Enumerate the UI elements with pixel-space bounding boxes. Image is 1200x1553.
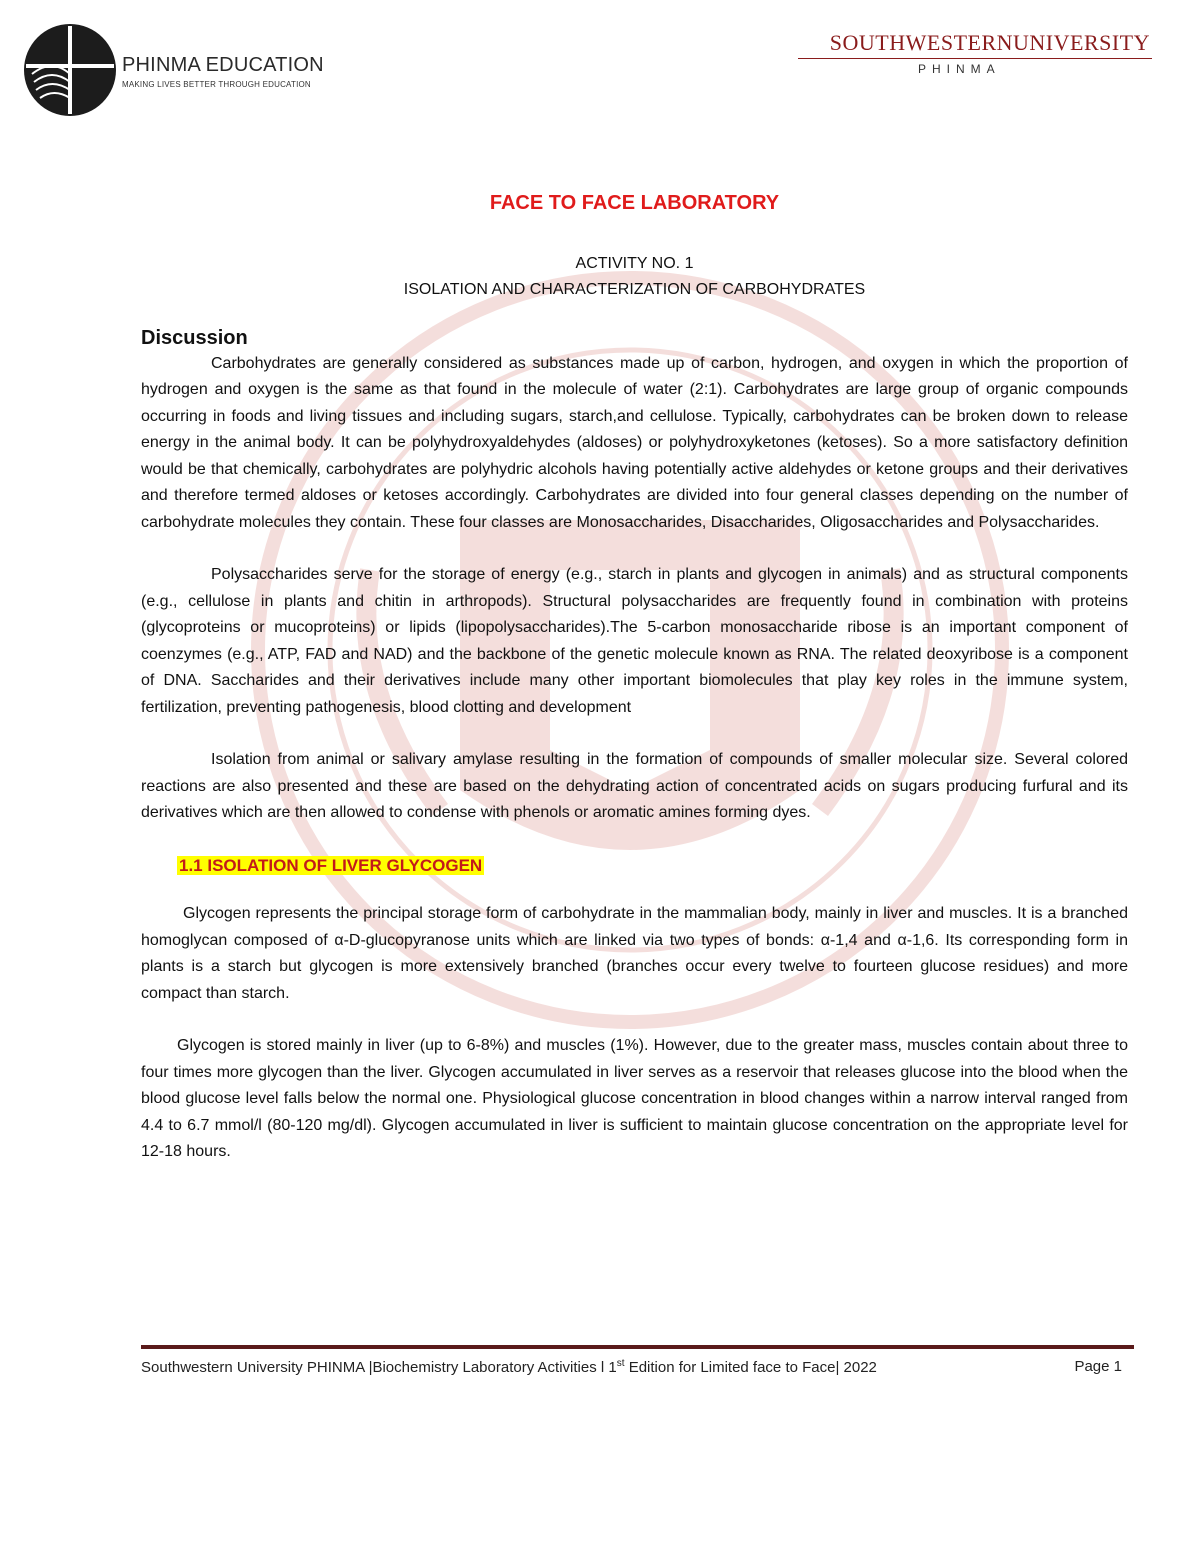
discussion-paragraph-3: Isolation from animal or salivary amylase resulting in the formation of compounds of smaller molecular size. Several colored reactions are also presented and these are based on the dehydrating action of concentrated acids on sugars producing furfural and its derivatives which are then allowed to condense with phenols or aromatic amines forming dyes. <box>141 751 1128 821</box>
page-title: FACE TO FACE LABORATORY <box>489 192 780 214</box>
glycogen-paragraph-2: Glycogen is stored mainly in liver (up to 6-8%) and muscles (1%). However, due to the greater mass, muscles contain about three to four times more glycogen than the liver. Glycogen accumulated in liver serves as a reservoir that releases glucose into the blood when the blood glucose level falls below the normal one. Physiological glucose concentration in blood changes within a narrow interval ranged from 4.4 to 6.7 mmol/l (80-120 mg/dl). Glycogen accumulated in liver is sufficient to maintain glucose concentration on the appropriate level for 12-18 hours. <box>141 1037 1128 1160</box>
university-subtitle: PHINMA <box>918 62 1001 76</box>
university-rule <box>798 58 1152 59</box>
activity-title: ISOLATION AND CHARACTERIZATION OF CARBOHYDRATES <box>403 280 866 298</box>
glycogen-paragraph-1: Glycogen represents the principal storage form of carbohydrate in the mammalian body, mainly in liver and muscles. It is a branched homoglycan composed of α-D-glucopyranose units which are linked via two types of bonds: α-1,4 and α-1,6. Its corresponding form in plants is a starch but glycogen is more extensively branched (branches occur every twelve to fourteen glucose residues) and more compact than starch. <box>141 905 1128 1002</box>
discussion-heading: Discussion <box>141 326 248 349</box>
footer-text-main: Southwestern University PHINMA |Biochemistry Laboratory Activities l 1 <box>141 1359 617 1376</box>
phinma-brand-title: PHINMA EDUCATION <box>122 54 324 76</box>
footer-text <box>141 1358 877 1376</box>
phinma-tagline: MAKING LIVES BETTER THROUGH EDUCATION <box>122 80 311 89</box>
document-body <box>141 190 1128 1166</box>
phinma-logo-icon <box>22 22 118 118</box>
footer-text-rest: Edition for Limited face to Face| 2022 <box>624 1359 877 1376</box>
university-name: SOUTHWESTERNUNIVERSITY <box>829 30 1150 55</box>
document-header <box>0 0 1200 120</box>
discussion-paragraph-1: Carbohydrates are generally considered as substances made up of carbon, hydrogen, and oxygen in which the proportion of hydrogen and oxygen is the same as that found in the molecule of water (2:1). Carbohydrates are large group of organic compounds occurring in foods and living tissues and including sugars, starch,and cellulose. Typically, carbohydrates can be broken down to release energy in the animal body. It can be polyhydroxyaldehydes (aldoses) or polyhydroxyketones (ketoses). So a more satisfactory definition would be that chemically, carbohydrates are polyhydric alcohols having potentially active aldehydes or ketone groups and their derivatives and therefore termed aldoses or ketoses accordingly. Carbohydrates are divided into four general classes depending on the number of carbohydrate molecules they contain. These four classes are Monosaccharides, Disaccharides, Oligosaccharides and Polysaccharides. <box>141 354 1128 531</box>
section-heading <box>177 853 1128 880</box>
footer-rule <box>141 1345 1134 1349</box>
page-number: Page 1 <box>1074 1358 1122 1375</box>
activity-number: ACTIVITY NO. 1 <box>575 254 694 272</box>
footer-superscript: st <box>616 1358 625 1369</box>
discussion-paragraph-2: Polysaccharides serve for the storage of energy (e.g., starch in plants and glycogen in animals) and as structural components (e.g., cellulose in plants and chitin in arthropods). Structural polysaccharides are frequently found in combination with proteins (glycoproteins or mucoproteins) or lipids (lipopolysaccharides).The 5-carbon monosaccharide ribose is an important component of coenzymes (e.g., ATP, FAD and NAD) and the backbone of the genetic molecule known as RNA. The related deoxyribose is a component of DNA. Saccharides and their derivatives include many other important biomolecules that play key roles in the immune system, fertilization, preventing pathogenesis, blood clotting and development <box>141 566 1128 716</box>
section-heading-label: 1.1 ISOLATION OF LIVER GLYCOGEN <box>179 855 483 875</box>
